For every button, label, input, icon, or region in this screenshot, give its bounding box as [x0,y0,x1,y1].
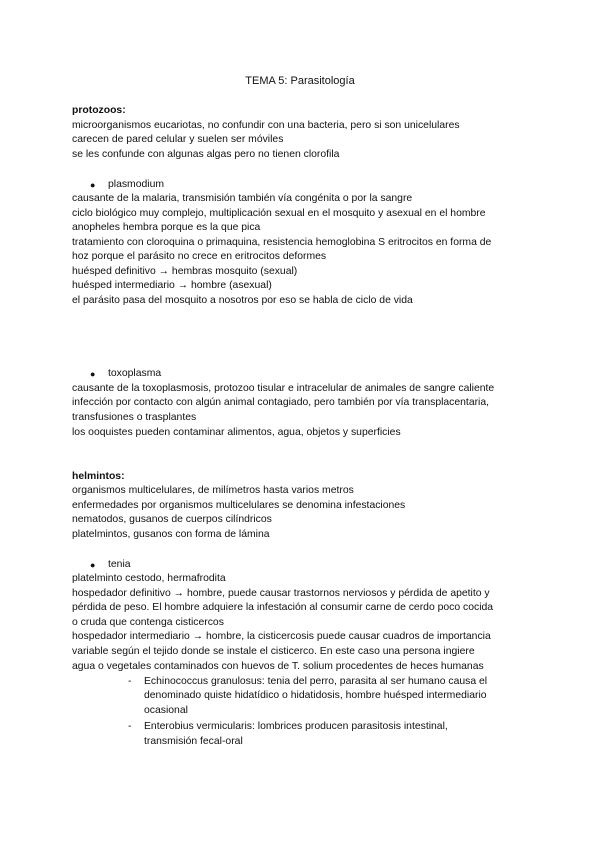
text-line: o cruda que contenga cisticercos [72,617,224,628]
text-line: el parásito pasa del mosquito a nosotros por eso se habla de ciclo de vida [72,295,413,306]
text-line: los ooquistes pueden contaminar alimentos, agua, objetos y superficies [72,427,401,438]
text-line: carecen de pared celular y suelen ser móviles [72,134,284,145]
bullet-item-plasmodium [90,178,165,192]
text-line: transfusiones o trasplantes [72,412,197,423]
text-line: se les confunde con algunas algas pero no tienen clorofila [72,149,340,160]
text-line: platelmintos, gusanos con forma de lámina [72,529,270,540]
text-line: causante de la malaria, transmisión también vía congénita o por la sangre [72,193,413,204]
text-line: ocasional [144,705,188,716]
bullet-item-tenia [90,558,131,572]
text-line: tratamiento con cloroquina o primaquina, resistencia hemoglobina S eritrocitos en forma de [72,237,492,248]
section-heading-protozoos: protozoos: [72,105,126,116]
text-line: agua o vegetales contaminados con huevos de T. solium procedentes de heces humanas [72,661,484,672]
text-line: platelminto cestodo, hermafrodita [72,573,226,584]
bullet-icon: ● [90,180,96,190]
text-line: pérdida de peso. El hombre adquiere la infestación al consumir carne de cerdo poco cocida [72,602,494,613]
text-line: hoz porque el parásito no crece en eritrocitos deformes [72,251,327,262]
bullet-item-toxoplasma [90,367,162,381]
bullet-icon: ● [90,560,96,570]
bullet-label: tenia [108,559,131,570]
text-line: hospedador definitivo → hombre, puede causar trastornos nerviosos y pérdida de apetito y [72,588,490,599]
text-line: enfermedades por organismos multicelulares se denomina infestaciones [72,500,406,511]
text-line: denominado quiste hidatídico o hidatidosis, hombre huésped intermediario [144,690,487,701]
bullet-icon: ● [90,369,96,379]
text-line: organismos multicelulares, de milímetros hasta varios metros [72,485,354,496]
text-line: huésped definitivo → hembras mosquito (sexual) [72,266,298,277]
sub-item-text: Enterobius vermicularis: lombrices producen parasitosis intestinal, [144,721,448,732]
text-line: hospedador intermediario → hombre, la cisticercosis puede causar cuadros de importancia [72,631,491,642]
text-line: causante de la toxoplasmosis, protozoo tisular e intracelular de animales de sangre caliente [72,383,495,394]
bullet-label: plasmodium [108,179,165,190]
section-heading-helmintos: helmintos: [72,471,125,482]
text-line: variable según el tejido donde se instale el cisticerco. En este caso una persona ingiere [72,646,475,657]
dash-icon: - [128,676,132,687]
bullet-label: toxoplasma [108,368,162,379]
page-title: TEMA 5: Parasitología [245,75,355,87]
text-line: microorganismos eucariotas, no confundir con una bacteria, pero si son unicelulares [72,120,460,131]
sub-item-enterobius [128,720,448,734]
text-line: anopheles hembra porque es la que pica [72,222,261,233]
text-line: transmisión fecal-oral [144,736,243,747]
text-line: infección por contacto con algún animal contagiado, pero también por vía transplacentaria, [72,397,490,408]
text-line: nematodos, gusanos de cuerpos cilíndricos [72,514,272,525]
text-line: ciclo biológico muy complejo, multiplicación sexual en el mosquito y asexual en el hombre [72,208,486,219]
dash-icon: - [128,721,132,732]
sub-item-text: Echinococcus granulosus: tenia del perro, parasita al ser humano causa el [144,676,488,687]
sub-item-echinococcus [128,675,488,689]
text-line: huésped intermediario → hombre (asexual) [72,280,272,291]
